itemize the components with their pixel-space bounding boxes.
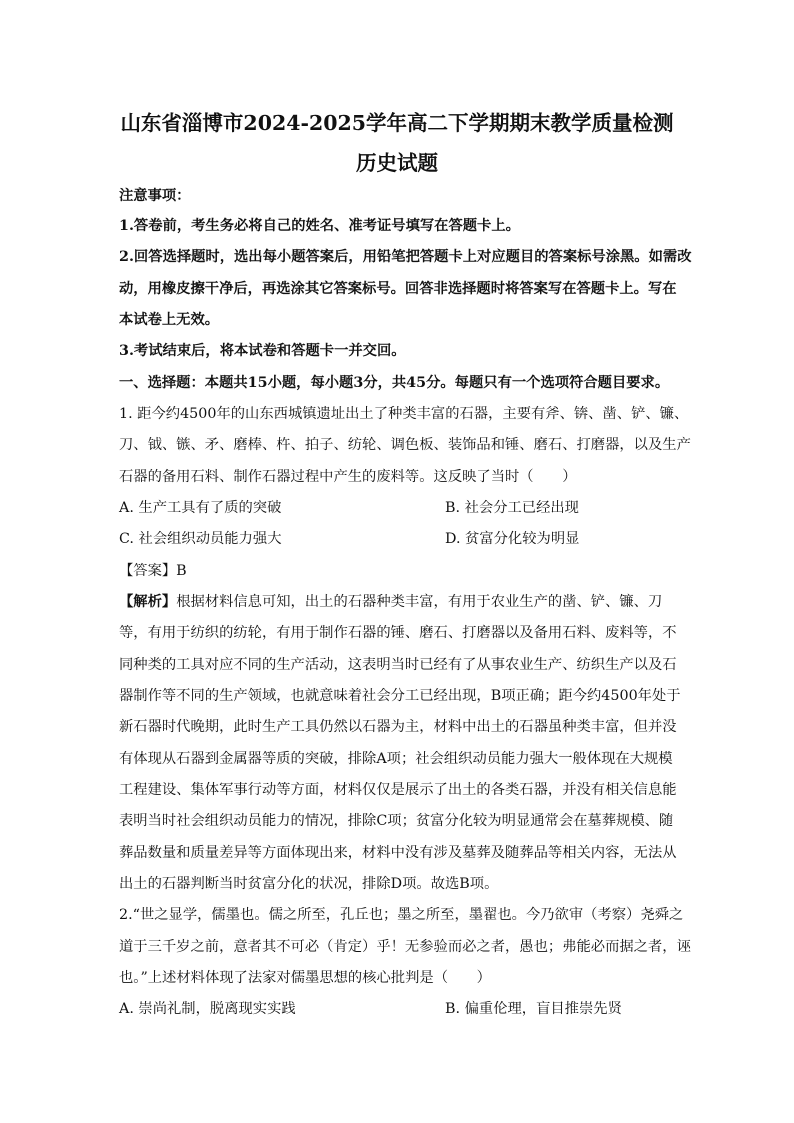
notice-line-4: 本试卷上无效。 (119, 312, 220, 328)
section-heading: 一、选择题：本题共15小题，每小题3分，共45分。每题只有一个选项符合题目要求。 (119, 375, 670, 391)
analysis-text: 根据材料信息可知，出土的石器种类丰富，有用于农业生产的凿、铲、镰、刀 (176, 594, 663, 610)
q1-option-d: D. 贫富分化较为明显 (445, 531, 580, 547)
q1-stem-line-2: 刀、钺、镞、矛、磨棒、杵、拍子、纺轮、调色板、装饰品和锤、磨石、打磨器，以及生产 (119, 437, 691, 453)
q2-option-a: A. 崇尚礼制，脱离现实实践 (119, 1001, 296, 1017)
q1-analysis-line-4: 器制作等不同的生产领域，也就意味着社会分工已经出现，B项正确；距今约4500年处于 (119, 688, 681, 704)
notice-line-3: 动，用橡皮擦干净后，再选涂其它答案标号。回答非选择题时将答案写在答题卡上。写在 (119, 281, 677, 297)
q2-stem-line-2: 道于三千岁之前，意者其不可必（肯定）乎！无参验而必之者，愚也；弗能必而据之者，诬 (119, 939, 691, 955)
q1-answer: 【答案】B (119, 563, 187, 579)
exam-title: 山东省淄博市2024-2025学年高二下学期期末教学质量检测 (120, 111, 674, 135)
q1-stem-line-1: 1. 距今约4500年的山东西城镇遗址出土了种类丰富的石器，主要有斧、锛、凿、铲、镰、 (119, 406, 689, 422)
q1-option-b: B. 社会分工已经出现 (445, 500, 579, 516)
exam-subject-title: 历史试题 (356, 151, 438, 175)
q1-analysis-line-10: 出土的石器判断当时贫富分化的状况，排除D项。故选B项。 (119, 876, 499, 892)
q1-analysis-line-6: 有体现从石器到金属器等质的突破，排除A项；社会组织动员能力强大一般体现在大规模 (119, 751, 673, 767)
q1-analysis-line-2: 等，有用于纺织的纺轮，有用于制作石器的锤、磨石、打磨器以及备用石料、废料等，不 (119, 625, 677, 641)
notice-line-5: 3.考试结束后，将本试卷和答题卡一并交回。 (119, 343, 406, 359)
q2-option-b: B. 偏重伦理，盲目推崇先贤 (445, 1001, 622, 1017)
q1-analysis-line-8: 表明当时社会组织动员能力的情况，排除C项；贫富分化较为明显通常会在墓葬规模、随 (119, 813, 674, 829)
q1-analysis-line-5: 新石器时代晚期，此时生产工具仍然以石器为主，材料中出土的石器虽种类丰富，但并没 (119, 719, 677, 735)
notice-heading: 注意事项： (119, 188, 191, 204)
q1-option-c: C. 社会组织动员能力强大 (119, 531, 282, 547)
q2-stem-line-3: 也。”上述材料体现了法家对儒墨思想的核心批判是（ ） (119, 970, 491, 986)
q1-stem-line-3: 石器的备用石料、制作石器过程中产生的废料等。这反映了当时（ ） (119, 469, 577, 485)
q2-stem-line-1: 2.“世之显学，儒墨也。儒之所至，孔丘也；墨之所至，墨翟也。今乃欲审（考察）尧舜之 (119, 907, 684, 923)
q1-option-a: A. 生产工具有了质的突破 (119, 500, 282, 516)
notice-line-1: 1.答卷前，考生务必将自己的姓名、准考证号填写在答题卡上。 (119, 218, 520, 234)
notice-line-2: 2.回答选择题时，选出每小题答案后，用铅笔把答题卡上对应题目的答案标号涂黑。如需改 (119, 249, 692, 265)
q1-analysis-line-9: 葬品数量和质量差异等方面体现出来，材料中没有涉及墓葬及随葬品等相关内容，无法从 (119, 845, 677, 861)
q1-analysis-line-1 (119, 592, 662, 612)
q1-analysis-line-7: 工程建设、集体军事行动等方面，材料仅仅是展示了出土的各类石器，并没有相关信息能 (119, 782, 677, 798)
q1-analysis-line-3: 同种类的工具对应不同的生产活动，这表明当时已经有了从事农业生产、纺织生产以及石 (119, 657, 677, 673)
analysis-label: 【解析】 (119, 594, 177, 610)
